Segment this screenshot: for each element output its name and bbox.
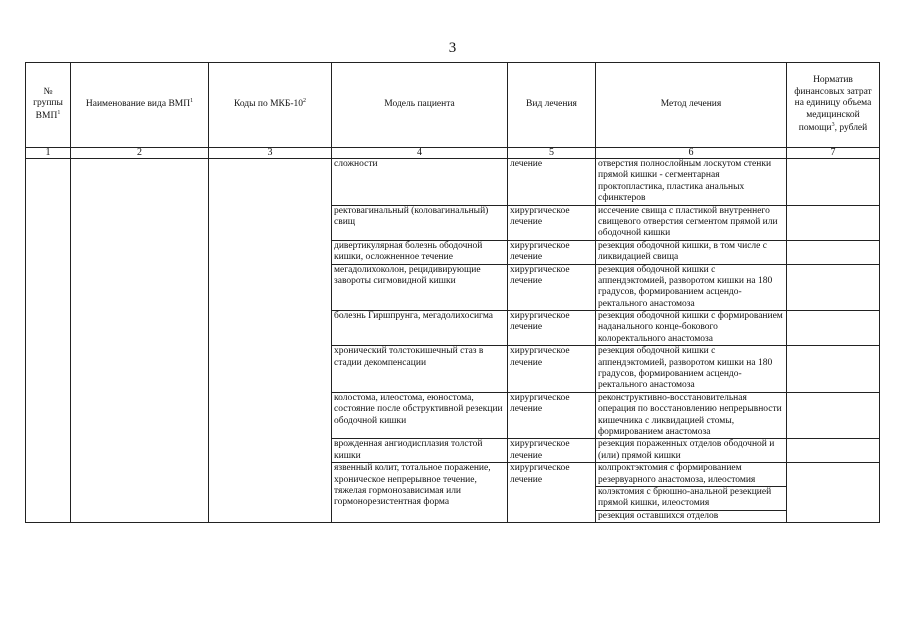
- treatment-method-cell: [596, 346, 787, 393]
- patient-model-cell: ректовагинальный (коловагинальный) свищ: [332, 205, 508, 240]
- treatment-method-item: отверстия полнослойным лоскутом стенки прямой кишки - сегментарная проктопластика, пластика анальных сфинктеров: [598, 159, 772, 204]
- patient-model-cell: мегадолихоколон, рецидивирующие завороты сигмовидной кишки: [332, 264, 508, 311]
- patient-model-cell: хронический толстокишечный стаз в стадии декомпенсации: [332, 346, 508, 393]
- treatment-method-cell: [596, 205, 787, 240]
- vmp-table: [25, 62, 880, 523]
- treatment-method-item: реконструктивно-восстановительная операция по восстановлению непрерывности кишечника с ликвидацией стомы, формированием анастомоза: [598, 392, 782, 437]
- column-number-row: [26, 148, 880, 159]
- column-number: 3: [209, 148, 332, 159]
- icd-codes-cell: [209, 159, 332, 523]
- treatment-method-item: резекция ободочной кишки, в том числе с ликвидацией свища: [598, 240, 767, 263]
- cost-norm-cell: [787, 264, 880, 311]
- column-number: 6: [596, 148, 787, 159]
- table-row: [26, 159, 880, 206]
- treatment-method-cell: [596, 159, 787, 206]
- column-number: 7: [787, 148, 880, 159]
- cost-norm-cell: [787, 159, 880, 206]
- treatment-method-item: резекция ободочной кишки с формированием наданального конце-бокового колоректального анастомоза: [598, 311, 783, 344]
- header-treatment-type: Вид лечения: [508, 63, 596, 148]
- patient-model-cell: сложности: [332, 159, 508, 206]
- column-number: 1: [26, 148, 71, 159]
- treatment-type-cell: хирургическое лечение: [508, 392, 596, 439]
- treatment-method-item: резекция оставшихся отделов: [598, 510, 719, 521]
- patient-model-cell: врожденная ангиодисплазия толстой кишки: [332, 439, 508, 463]
- treatment-method-item: резекция ободочной кишки с аппендэктомией, разворотом кишки на 180 градусов, формированием асцендо-ректального анастомоза: [598, 264, 773, 309]
- treatment-type-cell: хирургическое лечение: [508, 463, 596, 523]
- treatment-method-cell: [596, 240, 787, 264]
- header-row: [26, 63, 880, 148]
- treatment-type-cell: хирургическое лечение: [508, 264, 596, 311]
- treatment-type-cell: хирургическое лечение: [508, 240, 596, 264]
- header-treatment-method: Метод лечения: [596, 63, 787, 148]
- page-number: 3: [448, 40, 457, 56]
- cost-norm-cell: [787, 463, 880, 523]
- cost-norm-cell: [787, 311, 880, 346]
- patient-model-cell: колостома, илеостома, еюностома, состояние после обструктивной резекции ободочной кишки: [332, 392, 508, 439]
- treatment-method-item: резекция пораженных отделов ободочной и (или) прямой кишки: [598, 439, 775, 461]
- vmp-type-cell: [71, 159, 209, 523]
- treatment-method-item: резекция ободочной кишки с аппендэктомией, разворотом кишки на 180 градусов, формированием асцендо-ректального анастомоза: [598, 346, 773, 391]
- cost-norm-cell: [787, 346, 880, 393]
- treatment-method-cell: [596, 392, 787, 439]
- treatment-method-cell: [596, 439, 787, 463]
- cost-norm-cell: [787, 439, 880, 463]
- header-vmp-type: Наименование вида ВМП$^1$: [71, 63, 209, 148]
- patient-model-cell: дивертикулярная болезнь ободочной кишки, осложненное течение: [332, 240, 508, 264]
- group-number-cell: [26, 159, 71, 523]
- treatment-method-item: колэктомия с брюшно-анальной резекцией прямой кишки, илеостомия: [596, 487, 786, 511]
- cost-norm-cell: [787, 240, 880, 264]
- treatment-method-cell: [596, 264, 787, 311]
- cost-norm-cell: [787, 205, 880, 240]
- header-patient-model: Модель пациента: [332, 63, 508, 148]
- header-group-number: № группы ВМП$^1$: [26, 63, 71, 148]
- treatment-method-item: иссечение свища с пластикой внутреннего свищевого отверстия сегментом прямой или ободочной кишки: [598, 205, 778, 239]
- treatment-method-cell: [596, 311, 787, 346]
- patient-model-cell: болезнь Гиршпрунга, мегадолихосигма: [332, 311, 508, 346]
- header-icd-codes: Коды по МКБ-$10^2$: [209, 63, 332, 148]
- column-number: 5: [508, 148, 596, 159]
- treatment-type-cell: хирургическое лечение: [508, 439, 596, 463]
- column-number: 4: [332, 148, 508, 159]
- treatment-method-cell: [596, 463, 787, 523]
- treatment-type-cell: хирургическое лечение: [508, 346, 596, 393]
- cost-norm-cell: [787, 392, 880, 439]
- header-cost-norm: Норматив финансовых затрат на единицу объема медицинской помощи$^3$, рублей: [787, 63, 880, 148]
- column-number: 2: [71, 148, 209, 159]
- treatment-type-cell: хирургическое лечение: [508, 311, 596, 346]
- treatment-method-item: колпроктэктомия с формированием резервуарного анастомоза, илеостомия: [596, 463, 786, 487]
- patient-model-cell: язвенный колит, тотальное поражение, хроническое непрерывное течение, тяжелая гормонозависимая или гормонорезистентная форма: [332, 463, 508, 523]
- treatment-type-cell: хирургическое лечение: [508, 205, 596, 240]
- treatment-type-cell: лечение: [508, 159, 596, 206]
